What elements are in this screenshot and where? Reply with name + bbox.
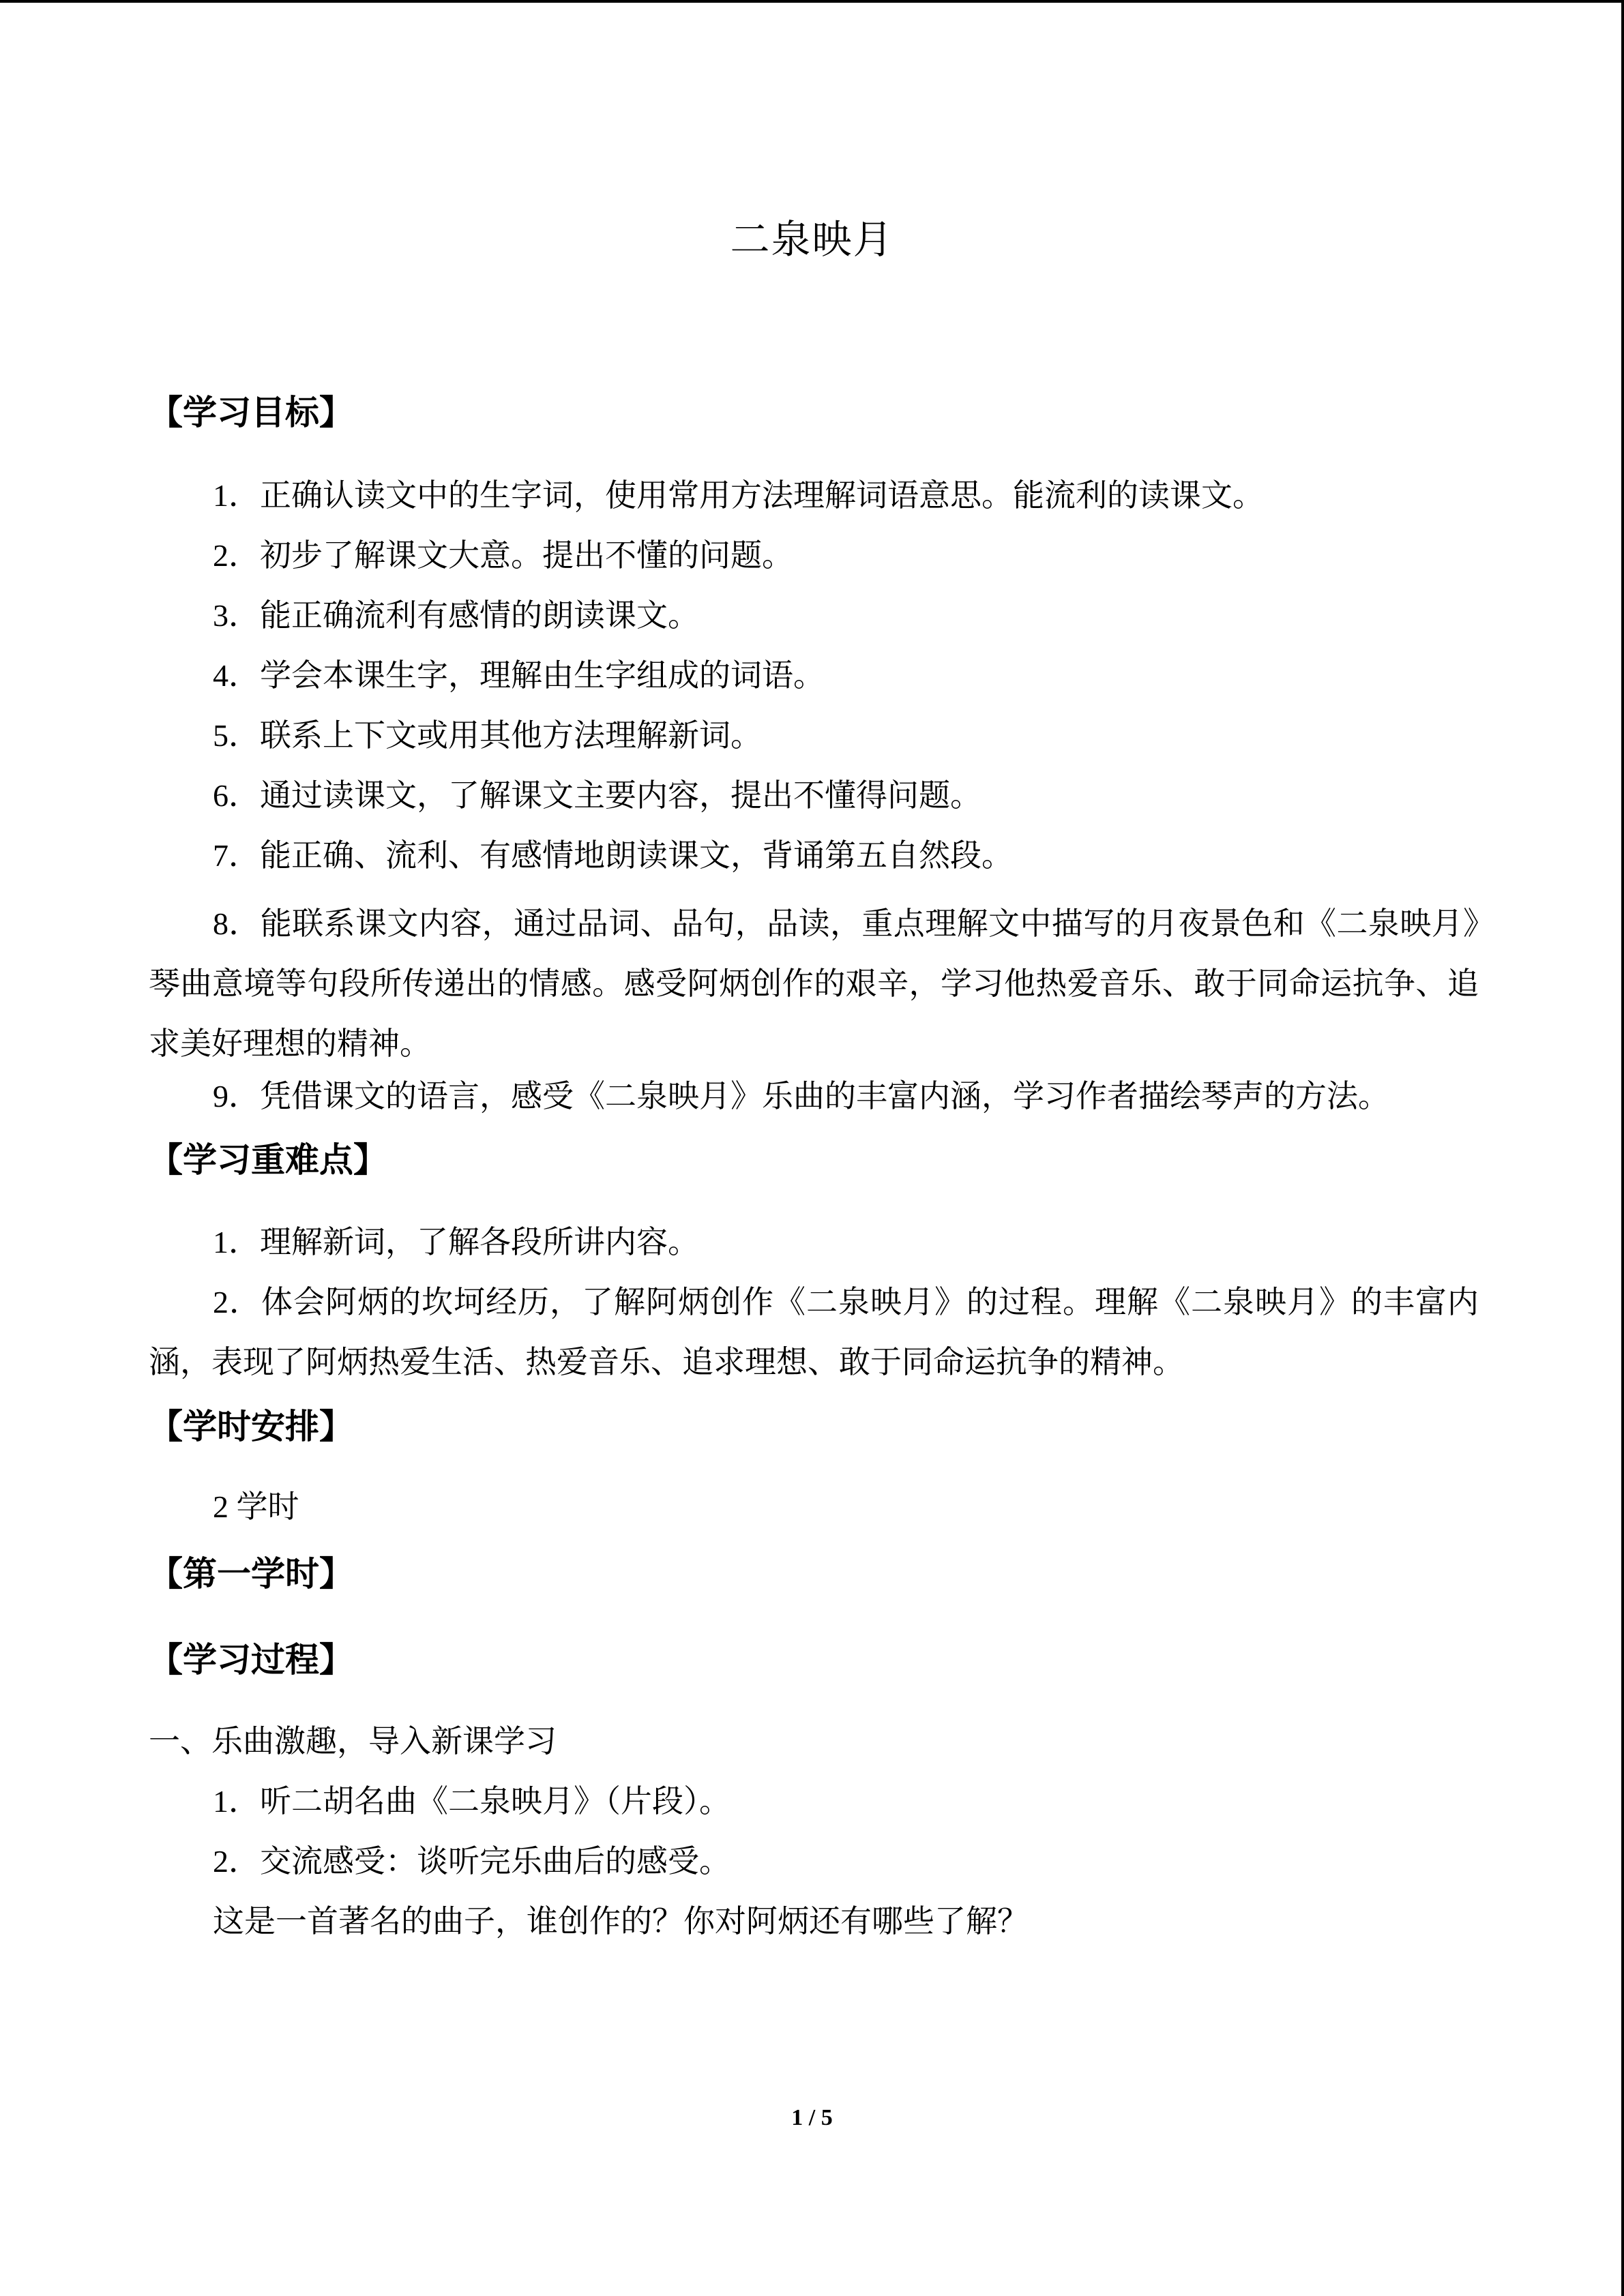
- objective-item-8: 8．能联系课文内容，通过品词、品句，品读，重点理解文中描写的月夜景色和《二泉映月》琴曲意境等句段所传递出的情感。感受阿炳创作的艰辛，学习他热爱音乐、敢于同命运抗争、追求美好理想的精神。: [149, 906, 1479, 1061]
- objective-item-4: 4．学会本课生字，理解由生字组成的词语。: [213, 658, 825, 693]
- heading-first-period: 【第一学时】: [149, 1554, 353, 1594]
- objective-item-6: 6．通过读课文，了解课文主要内容，提出不懂得问题。: [213, 778, 981, 813]
- process-item-1: 1．听二胡名曲《二泉映月》（片段）。: [213, 1784, 730, 1819]
- key-point-item-2: 2．体会阿炳的坎坷经历，了解阿炳创作《二泉映月》的过程。理解《二泉映月》的丰富内涵，表现了阿炳热爱生活、热爱音乐、追求理想、敢于同命运抗争的精神。: [149, 1285, 1479, 1380]
- heading-schedule: 【学时安排】: [149, 1407, 353, 1446]
- heading-key-difficult-points: 【学习重难点】: [149, 1140, 387, 1180]
- heading-learning-objectives: 【学习目标】: [149, 393, 353, 432]
- process-item-2: 2．交流感受：谈听完乐曲后的感受。: [213, 1844, 730, 1879]
- document-title: 二泉映月: [730, 218, 894, 262]
- schedule-text: 2 学时: [213, 1489, 299, 1524]
- heading-learning-process: 【学习过程】: [149, 1640, 353, 1680]
- objective-item-9: 9．凭借课文的语言，感受《二泉映月》乐曲的丰富内涵，学习作者描绘琴声的方法。: [213, 1079, 1389, 1114]
- page-number: 1 / 5: [791, 2105, 833, 2130]
- objective-item-3: 3．能正确流利有感情的朗读课文。: [213, 598, 699, 633]
- process-step-title: 一、乐曲激趣，导入新课学习: [149, 1724, 557, 1759]
- objective-item-5: 5．联系上下文或用其他方法理解新词。: [213, 718, 762, 753]
- process-question: 这是一首著名的曲子，谁创作的？你对阿炳还有哪些了解？: [213, 1904, 1029, 1939]
- objective-item-1: 1．正确认读文中的生字词，使用常用方法理解词语意思。能流利的读课文。: [213, 478, 1264, 513]
- objective-item-2: 2．初步了解课文大意。提出不懂的问题。: [213, 538, 793, 573]
- objective-item-7: 7．能正确、流利、有感情地朗读课文，背诵第五自然段。: [213, 838, 1013, 873]
- key-point-item-1: 1．理解新词，了解各段所讲内容。: [213, 1225, 699, 1259]
